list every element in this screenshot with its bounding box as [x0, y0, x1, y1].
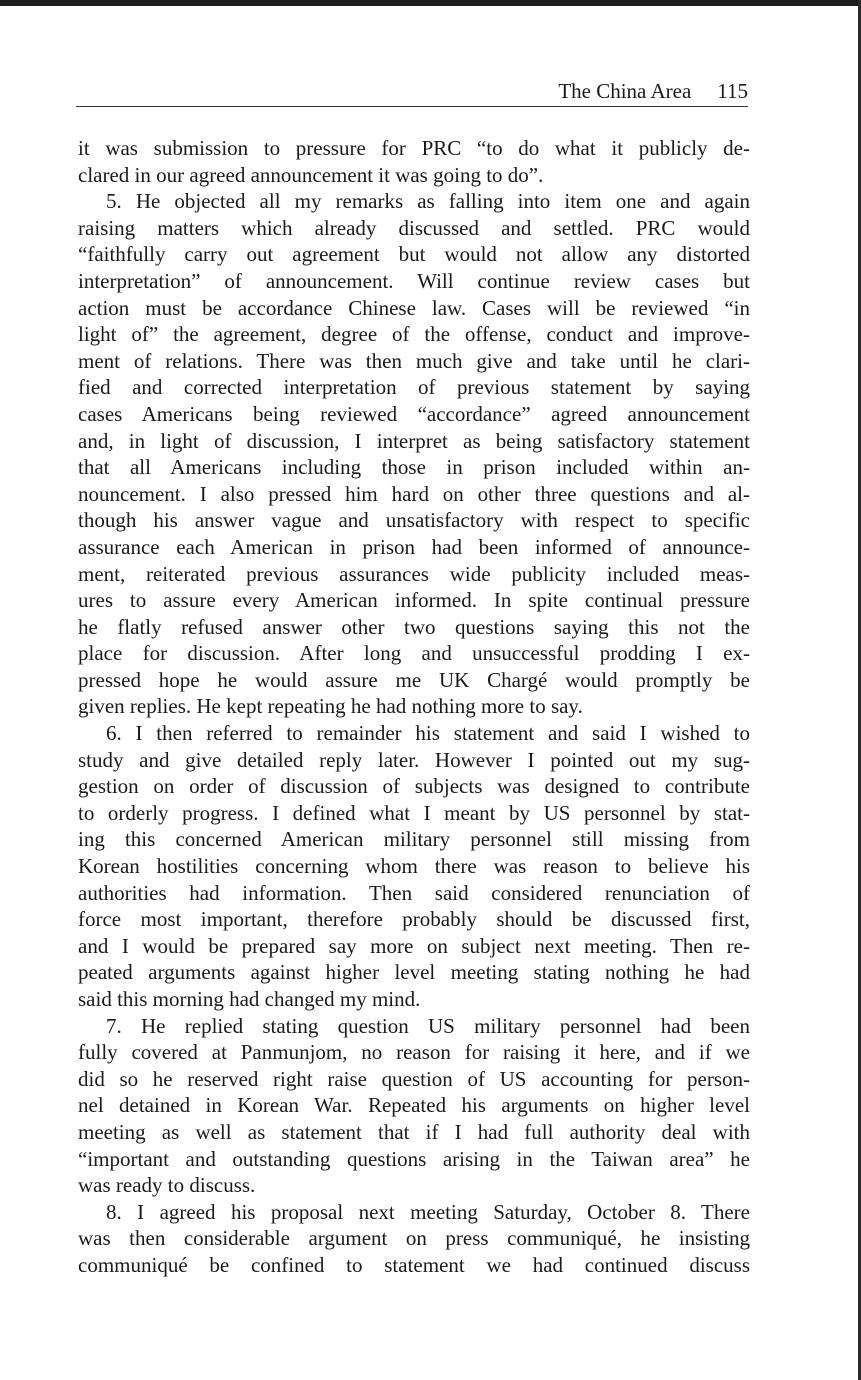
paragraph — [78, 135, 750, 188]
header-rule — [76, 106, 748, 107]
text-line: peated arguments against higher level meeting stating nothing he had — [78, 960, 750, 985]
text-line: gestion on order of discussion of subjects was designed to contribute — [78, 774, 750, 799]
text-line: cases Americans being reviewed “accordance” agreed announcement — [78, 401, 750, 426]
text-line: given replies. He kept repeating he had nothing more to say. — [78, 694, 583, 719]
text-line: fied and corrected interpretation of previous statement by saying — [78, 375, 750, 400]
text-line: ing this concerned American military personnel still missing from — [78, 827, 750, 852]
text-line: 5. He objected all my remarks as falling into item one and again — [106, 189, 750, 214]
text-line: it was submission to pressure for PRC “to do what it publicly de- — [78, 136, 750, 160]
body-text — [78, 135, 750, 1279]
text-line: was then considerable argument on press communiqué, he insisting — [78, 1226, 750, 1251]
page-number: 115 — [717, 79, 748, 103]
text-line: ment of relations. There was then much give and take until he clari- — [78, 348, 750, 373]
text-line: to orderly progress. I defined what I meant by US personnel by stat- — [78, 800, 750, 825]
text-line: and, in light of discussion, I interpret as being satisfactory statement — [78, 428, 750, 453]
text-line: did so he reserved right raise question of US accounting for person- — [78, 1066, 750, 1091]
paragraph — [78, 720, 750, 1013]
text-line: raising matters which already discussed and settled. PRC would — [78, 215, 750, 240]
running-head-title: The China Area — [558, 79, 692, 103]
text-line: meeting as well as statement that if I had full authority deal with — [78, 1119, 750, 1144]
paragraph — [78, 1013, 750, 1199]
text-line: ment, reiterated previous assurances wide publicity included meas- — [78, 561, 750, 586]
text-line: fully covered at Panmunjom, no reason for raising it here, and if we — [78, 1040, 750, 1065]
text-line: nouncement. I also pressed him hard on other three questions and al- — [78, 481, 750, 506]
text-line: clared in our agreed announcement it was going to do”. — [78, 162, 544, 187]
text-line: assurance each American in prison had been informed of announce- — [78, 534, 750, 559]
paragraph — [78, 1199, 750, 1279]
text-line: place for discussion. After long and unsuccessful prodding I ex- — [78, 641, 750, 666]
text-line: authorities had information. Then said considered renunciation of — [78, 880, 750, 905]
text-line: nel detained in Korean War. Repeated his arguments on higher level — [78, 1093, 750, 1118]
text-line: though his answer vague and unsatisfactory with respect to specific — [78, 508, 750, 533]
text-line: 6. I then referred to remainder his statement and said I wished to — [106, 721, 750, 746]
text-line: force most important, therefore probably should be discussed first, — [78, 907, 750, 932]
text-line: light of” the agreement, degree of the offense, conduct and improve- — [78, 322, 750, 347]
text-line: communiqué be confined to statement we had continued discuss — [78, 1252, 750, 1277]
running-head — [76, 76, 748, 106]
text-line: ures to assure every American informed. In spite continual pressure — [78, 588, 750, 613]
text-line: 7. He replied stating question US military personnel had been — [106, 1013, 750, 1038]
text-line: pressed hope he would assure me UK Chargé would promptly be — [78, 667, 750, 692]
text-line: study and give detailed reply later. However I pointed out my sug- — [78, 747, 750, 772]
text-line: Korean hostilities concerning whom there was reason to believe his — [78, 854, 750, 879]
text-line: he flatly refused answer other two questions saying this not the — [78, 614, 750, 639]
text-line: “faithfully carry out agreement but would not allow any distorted — [78, 242, 750, 267]
text-line: action must be accordance Chinese law. Cases will be reviewed “in — [78, 295, 750, 320]
page-top-border — [0, 0, 861, 6]
text-line: and I would be prepared say more on subject next meeting. Then re- — [78, 933, 750, 958]
text-line: said this morning had changed my mind. — [78, 987, 421, 1011]
text-line: “important and outstanding questions arising in the Taiwan area” he — [78, 1146, 750, 1171]
text-line: that all Americans including those in prison included within an- — [78, 455, 750, 480]
text-line: interpretation” of announcement. Will continue review cases but — [78, 268, 750, 293]
text-line: was ready to discuss. — [78, 1173, 256, 1198]
text-line: 8. I agreed his proposal next meeting Saturday, October 8. There — [106, 1199, 750, 1224]
paragraph — [78, 188, 750, 720]
